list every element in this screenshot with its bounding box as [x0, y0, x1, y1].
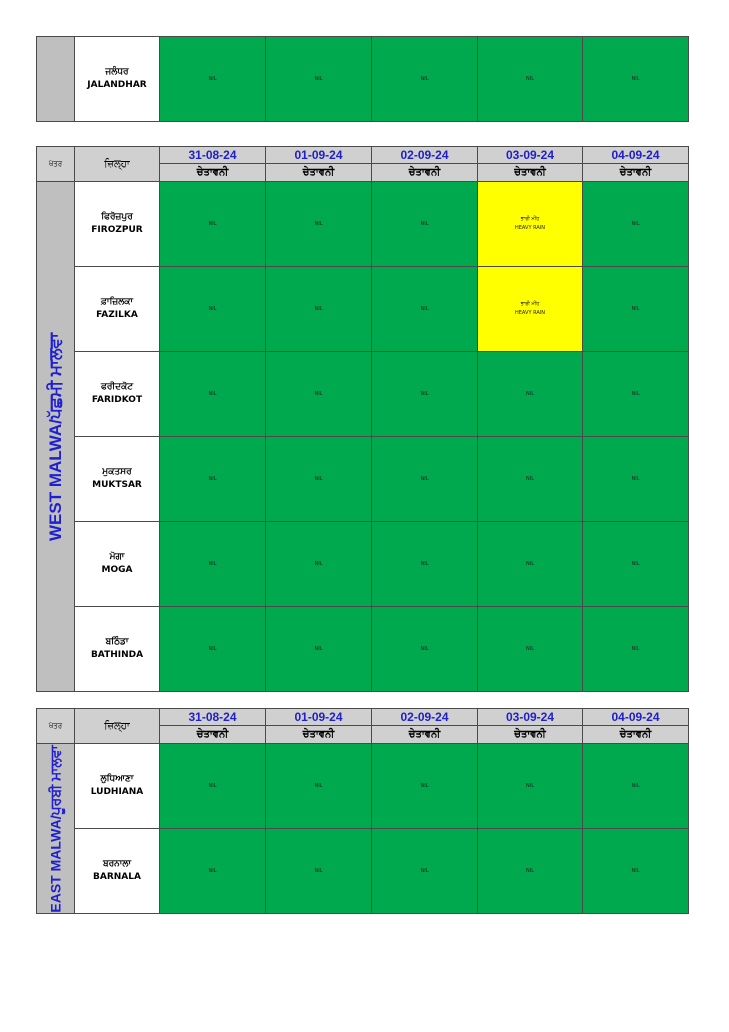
warning-cell-nil — [583, 182, 689, 267]
region-band — [37, 182, 75, 692]
warning-cell-nil — [160, 182, 266, 267]
warning-cell-nil — [372, 352, 478, 437]
warning-header — [478, 726, 583, 744]
date-header — [266, 709, 372, 726]
warning-label: ਚੇਤਾਵਨੀ — [302, 729, 335, 740]
date-header — [160, 709, 266, 726]
nil-label: NIL — [525, 782, 534, 789]
warning-cell-nil — [478, 829, 583, 914]
district-name-english: FAZILKA — [96, 310, 138, 320]
district-name-english: JALANDHAR — [87, 80, 147, 90]
warning-cell-nil — [160, 352, 266, 437]
nil-label: NIL — [314, 782, 323, 789]
region-band — [37, 744, 75, 914]
warning-label: ਚੇਤਾਵਨੀ — [408, 729, 441, 740]
warning-label: ਚੇਤਾਵਨੀ — [408, 167, 441, 178]
nil-label: NIL — [525, 645, 534, 652]
nil-label: NIL — [420, 645, 429, 652]
district-name-punjabi: ਲੁਧਿਆਣਾ — [100, 774, 134, 784]
warning-header — [583, 726, 689, 744]
district-cell — [75, 352, 160, 437]
warning-cell-nil — [160, 829, 266, 914]
warning-cell-nil — [478, 607, 583, 692]
district-name-english: BATHINDA — [90, 650, 144, 660]
nil-label: NIL — [208, 645, 217, 652]
heavy-rain-english: HEAVY RAIN — [515, 225, 545, 231]
nil-label: NIL — [631, 645, 640, 652]
date-label: 02-09-24 — [400, 148, 449, 162]
date-label: 01-09-24 — [294, 710, 343, 724]
table-row — [37, 522, 689, 607]
nil-label: NIL — [314, 560, 323, 567]
nil-label: NIL — [525, 75, 534, 82]
date-label: 03-09-24 — [505, 710, 555, 724]
warning-table — [36, 146, 689, 692]
warning-label: ਚੇਤਾਵਨੀ — [619, 729, 652, 740]
district-name-english: MOGA — [101, 565, 133, 575]
nil-label: NIL — [314, 220, 323, 227]
warning-header — [266, 164, 372, 182]
nil-label: NIL — [420, 475, 429, 482]
zone-header-label: ਖੇਤਰ — [48, 721, 63, 730]
nil-label: NIL — [631, 782, 640, 789]
nil-label: NIL — [208, 475, 217, 482]
nil-label: NIL — [314, 867, 323, 874]
nil-label: NIL — [420, 220, 429, 227]
table-row — [37, 437, 689, 522]
district-name-english: MUKTSAR — [92, 480, 142, 490]
warning-cell-nil — [160, 37, 266, 122]
warning-cell-nil — [478, 522, 583, 607]
warning-cell-nil — [372, 744, 478, 829]
nil-label: NIL — [208, 75, 217, 82]
district-name-punjabi: ਮੁਕਤਸਰ — [102, 467, 132, 477]
nil-label: NIL — [420, 560, 429, 567]
date-header — [372, 147, 478, 164]
region-band — [37, 37, 75, 122]
district-name-punjabi: ਫਿਰੋਜ਼ਪੁਰ — [101, 212, 133, 222]
date-header — [478, 147, 583, 164]
warning-label: ਚੇਤਾਵਨੀ — [302, 167, 335, 178]
district-name-punjabi: ਫਰੀਦਕੋਟ — [100, 382, 134, 392]
warning-label: ਚੇਤਾਵਨੀ — [514, 729, 546, 740]
warning-cell-nil — [372, 437, 478, 522]
district-name-punjabi: ਜਲੰਧਰ — [105, 67, 129, 77]
district-name-english: LUDHIANA — [90, 787, 144, 797]
nil-label: NIL — [525, 475, 534, 482]
warning-cell-nil — [266, 267, 372, 352]
nil-label: NIL — [208, 220, 217, 227]
zone-header — [37, 147, 75, 182]
district-header-label: ਜ਼ਿਲ੍ਹਾ — [104, 158, 130, 170]
warning-header — [478, 164, 583, 182]
date-label: 31-08-24 — [188, 710, 237, 724]
region-label: EAST MALWA/ਪੂਰਬੀ ਮਾਲਵਾ — [47, 744, 63, 913]
nil-label: NIL — [631, 305, 640, 312]
warning-cell-nil — [583, 607, 689, 692]
district-cell — [75, 744, 160, 829]
nil-label: NIL — [631, 475, 640, 482]
district-name-punjabi: ਬਰਨਾਲਾ — [102, 859, 132, 869]
district-cell — [75, 437, 160, 522]
nil-label: NIL — [314, 75, 323, 82]
warning-cell-nil — [266, 744, 372, 829]
date-label: 31-08-24 — [188, 148, 237, 162]
warning-cell-nil — [583, 522, 689, 607]
nil-label: NIL — [631, 75, 640, 82]
nil-label: NIL — [525, 560, 534, 567]
table-row — [37, 37, 689, 122]
date-header — [478, 709, 583, 726]
warning-cell-nil — [266, 607, 372, 692]
district-name-punjabi: ਬਠਿੰਡਾ — [105, 637, 129, 647]
warning-cell-heavy-rain — [478, 182, 583, 267]
header-row-dates — [37, 709, 689, 726]
district-cell — [75, 37, 160, 122]
date-label: 01-09-24 — [294, 148, 343, 162]
warning-header — [160, 726, 266, 744]
warning-cell-nil — [266, 437, 372, 522]
district-name-punjabi: ਫ਼ਾਜ਼ਿਲਕਾ — [100, 297, 134, 307]
nil-label: NIL — [208, 782, 217, 789]
heavy-rain-english: HEAVY RAIN — [515, 310, 545, 316]
district-name-english: FIROZPUR — [91, 225, 143, 235]
district-cell — [75, 829, 160, 914]
nil-label: NIL — [631, 867, 640, 874]
warning-cell-nil — [160, 437, 266, 522]
date-header — [372, 709, 478, 726]
table-row — [37, 744, 689, 829]
nil-label: NIL — [208, 390, 217, 397]
table-row — [37, 267, 689, 352]
warning-table — [36, 36, 689, 122]
district-name-english: BARNALA — [93, 872, 141, 882]
district-header — [75, 709, 160, 744]
nil-label: NIL — [314, 390, 323, 397]
warning-cell-nil — [583, 829, 689, 914]
warning-table — [36, 708, 689, 914]
district-cell — [75, 607, 160, 692]
table-row — [37, 607, 689, 692]
nil-label: NIL — [208, 560, 217, 567]
warning-cell-nil — [160, 267, 266, 352]
nil-label: NIL — [208, 305, 217, 312]
district-header-label: ਜ਼ਿਲ੍ਹਾ — [104, 720, 130, 732]
nil-label: NIL — [420, 75, 429, 82]
date-label: 04-09-24 — [611, 148, 660, 162]
warning-cell-nil — [372, 37, 478, 122]
warning-cell-nil — [372, 607, 478, 692]
table-row — [37, 829, 689, 914]
warning-cell-nil — [160, 744, 266, 829]
date-label: 04-09-24 — [611, 710, 660, 724]
nil-label: NIL — [314, 645, 323, 652]
date-header — [160, 147, 266, 164]
date-header — [583, 709, 689, 726]
date-header — [266, 147, 372, 164]
nil-label: NIL — [420, 305, 429, 312]
district-name-english: FARIDKOT — [91, 395, 143, 405]
warning-cell-nil — [478, 437, 583, 522]
warning-cell-nil — [372, 267, 478, 352]
warning-label: ਚੇਤਾਵਨੀ — [619, 167, 652, 178]
warning-cell-nil — [583, 267, 689, 352]
nil-label: NIL — [314, 305, 323, 312]
district-header — [75, 147, 160, 182]
warning-label: ਚੇਤਾਵਨੀ — [196, 167, 229, 178]
nil-label: NIL — [631, 560, 640, 567]
warning-cell-nil — [583, 352, 689, 437]
region-label: WEST MALWA/ਪੱਛਮੀ ਮਾਲਵਾ — [45, 332, 65, 541]
warning-cell-nil — [372, 522, 478, 607]
warning-header — [583, 164, 689, 182]
warning-cell-nil — [266, 829, 372, 914]
table-row — [37, 352, 689, 437]
nil-label: NIL — [420, 867, 429, 874]
warning-cell-nil — [478, 744, 583, 829]
warning-cell-nil — [478, 37, 583, 122]
warning-header — [266, 726, 372, 744]
warning-cell-nil — [160, 607, 266, 692]
warning-cell-nil — [266, 37, 372, 122]
nil-label: NIL — [208, 867, 217, 874]
warning-cell-nil — [583, 37, 689, 122]
nil-label: NIL — [420, 782, 429, 789]
nil-label: NIL — [631, 220, 640, 227]
nil-label: NIL — [631, 390, 640, 397]
warning-cell-nil — [478, 352, 583, 437]
warning-cell-nil — [266, 182, 372, 267]
heavy-rain-punjabi: ਭਾਰੀ ਮੀਂਹ — [520, 216, 540, 222]
warning-cell-nil — [160, 522, 266, 607]
warning-cell-heavy-rain — [478, 267, 583, 352]
warning-cell-nil — [372, 182, 478, 267]
warning-cell-nil — [266, 522, 372, 607]
district-name-punjabi: ਮੋਗਾ — [109, 552, 125, 562]
warning-cell-nil — [583, 437, 689, 522]
nil-label: NIL — [314, 475, 323, 482]
warning-cell-nil — [266, 352, 372, 437]
district-cell — [75, 267, 160, 352]
heavy-rain-punjabi: ਭਾਰੀ ਮੀਂਹ — [520, 301, 540, 307]
date-label: 03-09-24 — [505, 148, 555, 162]
warning-header — [372, 726, 478, 744]
date-label: 02-09-24 — [400, 710, 449, 724]
nil-label: NIL — [525, 390, 534, 397]
warning-cell-nil — [583, 744, 689, 829]
district-cell — [75, 522, 160, 607]
warning-label: ਚੇਤਾਵਨੀ — [514, 167, 546, 178]
nil-label: NIL — [420, 390, 429, 397]
zone-header-label: ਖੇਤਰ — [48, 159, 63, 168]
date-header — [583, 147, 689, 164]
table-row — [37, 182, 689, 267]
warning-header — [160, 164, 266, 182]
zone-header — [37, 709, 75, 744]
nil-label: NIL — [525, 867, 534, 874]
warning-header — [372, 164, 478, 182]
warning-cell-nil — [372, 829, 478, 914]
district-cell — [75, 182, 160, 267]
header-row-dates — [37, 147, 689, 164]
warning-label: ਚੇਤਾਵਨੀ — [196, 729, 229, 740]
